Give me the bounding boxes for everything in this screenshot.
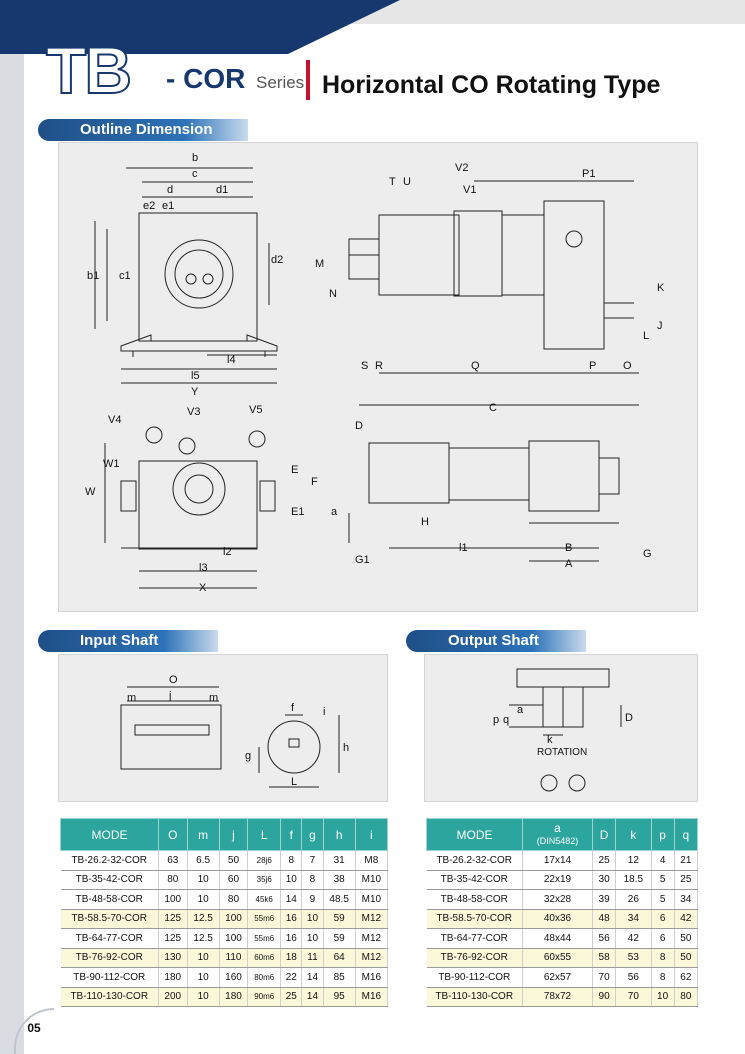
cell-a: 78x72 <box>523 987 593 1007</box>
dim-label-T: T <box>389 176 396 188</box>
dim-label-d1: d1 <box>216 184 229 196</box>
cell-p: 4 <box>651 851 674 871</box>
cell-q: 80 <box>674 987 697 1007</box>
page-title: Horizontal CO Rotating Type <box>322 71 661 99</box>
cell-a: 17x14 <box>523 851 593 871</box>
cell-L: 55m6 <box>248 909 281 929</box>
cell-D: 58 <box>593 948 616 968</box>
output-col-a-label: a <box>554 820 561 835</box>
dim-label-G: G <box>643 548 652 560</box>
cell-O: 125 <box>159 929 188 949</box>
output-shaft-panel <box>424 654 698 802</box>
output-label-q: q <box>503 714 510 726</box>
cell-L: 55m6 <box>248 929 281 949</box>
dim-label-R: R <box>375 360 383 372</box>
input-col-mode: MODE <box>61 819 159 851</box>
table-row <box>427 948 698 968</box>
table-row <box>61 851 388 871</box>
output-col-mode: MODE <box>427 819 523 851</box>
cell-k: 42 <box>616 929 651 949</box>
dim-label-H: H <box>421 516 429 528</box>
input-col-h: h <box>323 819 355 851</box>
input-label-m-right: m <box>209 692 219 704</box>
section-heading-output-shaft: Output Shaft <box>406 630 586 652</box>
input-label-f: f <box>291 702 295 714</box>
series-logo: TB <box>46 33 130 107</box>
table-row <box>427 870 698 890</box>
dim-label-Y: Y <box>191 386 199 398</box>
cell-i: M16 <box>355 987 387 1007</box>
cell-h: 85 <box>323 968 355 988</box>
cell-q: 50 <box>674 929 697 949</box>
dim-label-l1: l1 <box>459 542 468 554</box>
cell-i: M10 <box>355 890 387 910</box>
cell-O: 200 <box>159 987 188 1007</box>
cell-q: 42 <box>674 909 697 929</box>
cell-i: M16 <box>355 968 387 988</box>
series-word: Series <box>256 73 305 92</box>
dim-label-A: A <box>565 558 573 570</box>
dim-label-l3: l3 <box>199 562 208 574</box>
front-view-body <box>139 213 257 341</box>
cell-k: 53 <box>616 948 651 968</box>
cell-q: 25 <box>674 870 697 890</box>
cell-p: 8 <box>651 968 674 988</box>
cell-f: 14 <box>281 890 302 910</box>
input-shaft-drawing <box>59 655 389 803</box>
cell-mode: TB-58.5-70-COR <box>427 909 523 929</box>
cell-p: 6 <box>651 929 674 949</box>
cell-a: 48x44 <box>523 929 593 949</box>
cell-g: 10 <box>302 929 323 949</box>
cell-g: 8 <box>302 870 323 890</box>
input-label-h: h <box>343 742 350 754</box>
dim-label-Q: Q <box>471 360 480 372</box>
cell-mode: TB-76-92-COR <box>427 948 523 968</box>
cell-j: 60 <box>219 870 248 890</box>
input-label-i: i <box>323 706 326 718</box>
cell-D: 70 <box>593 968 616 988</box>
dim-label-J: J <box>657 320 663 332</box>
cell-q: 21 <box>674 851 697 871</box>
input-label-j: j <box>169 690 172 702</box>
cell-p: 6 <box>651 909 674 929</box>
cell-k: 12 <box>616 851 651 871</box>
output-label-a: a <box>517 704 524 716</box>
dim-label-K: K <box>657 282 665 294</box>
cell-f: 16 <box>281 909 302 929</box>
output-shaft-drawing <box>425 655 699 803</box>
cell-mode: TB-64-77-COR <box>61 929 159 949</box>
input-label-m-left: m <box>127 692 137 704</box>
cell-i: M12 <box>355 948 387 968</box>
cell-D: 48 <box>593 909 616 929</box>
dim-label-P1: P1 <box>582 168 596 180</box>
cell-g: 10 <box>302 909 323 929</box>
cell-mode: TB-64-77-COR <box>427 929 523 949</box>
input-shaft-table <box>60 818 388 1007</box>
input-col-f: f <box>281 819 302 851</box>
table-row <box>61 987 388 1007</box>
outline-dimension-drawing <box>59 143 699 613</box>
dim-label-N: N <box>329 288 337 300</box>
cell-m: 10 <box>187 968 219 988</box>
dim-label-X: X <box>199 582 207 594</box>
cell-h: 59 <box>323 909 355 929</box>
cell-mode: TB-48-58-COR <box>427 890 523 910</box>
cell-a: 60x55 <box>523 948 593 968</box>
output-col-k: k <box>616 819 651 851</box>
side-view-output-housing <box>544 201 604 349</box>
cell-m: 10 <box>187 890 219 910</box>
series-code: - COR <box>166 63 246 94</box>
output-col-a-sub: (DIN5482) <box>536 835 579 846</box>
table-row <box>61 929 388 949</box>
cell-f: 8 <box>281 851 302 871</box>
dim-label-l5: l5 <box>191 370 200 382</box>
cell-q: 34 <box>674 890 697 910</box>
output-shaft-flange <box>517 669 609 687</box>
cell-h: 31 <box>323 851 355 871</box>
title-divider <box>306 60 310 100</box>
input-col-j: j <box>219 819 248 851</box>
cell-L: 90m6 <box>248 987 281 1007</box>
page-number: 05 <box>27 1021 41 1035</box>
cell-i: M12 <box>355 909 387 929</box>
dim-label-M: M <box>315 258 325 270</box>
dim-label-W1: W1 <box>103 458 120 470</box>
cell-f: 10 <box>281 870 302 890</box>
cell-mode: TB-90-112-COR <box>427 968 523 988</box>
dim-label-d: d <box>167 184 174 196</box>
input-label-O: O <box>169 674 178 686</box>
output-col-a <box>523 819 593 851</box>
table-row <box>427 851 698 871</box>
cell-mode: TB-48-58-COR <box>61 890 159 910</box>
cell-p: 8 <box>651 948 674 968</box>
cell-j: 80 <box>219 890 248 910</box>
cell-m: 10 <box>187 987 219 1007</box>
cell-mode: TB-110-130-COR <box>427 987 523 1007</box>
cell-D: 30 <box>593 870 616 890</box>
dim-label-l4: l4 <box>227 354 236 366</box>
cell-g: 9 <box>302 890 323 910</box>
dim-label-V1: V1 <box>463 184 477 196</box>
cell-p: 5 <box>651 870 674 890</box>
cell-f: 25 <box>281 987 302 1007</box>
dim-label-E: E <box>291 464 299 476</box>
cell-a: 32x28 <box>523 890 593 910</box>
cell-k: 34 <box>616 909 651 929</box>
cell-j: 50 <box>219 851 248 871</box>
dim-label-U: U <box>403 176 411 188</box>
dim-label-e2: e2 <box>143 200 156 212</box>
cell-i: M10 <box>355 870 387 890</box>
cell-p: 10 <box>651 987 674 1007</box>
cell-h: 59 <box>323 929 355 949</box>
cell-D: 25 <box>593 851 616 871</box>
side-view-input-housing <box>379 215 459 295</box>
cell-p: 5 <box>651 890 674 910</box>
output-table-header-row <box>427 819 698 851</box>
input-col-m: m <box>187 819 219 851</box>
side-strip <box>0 54 24 1054</box>
cell-j: 100 <box>219 909 248 929</box>
cell-O: 100 <box>159 890 188 910</box>
cell-k: 26 <box>616 890 651 910</box>
dim-label-P: P <box>589 360 597 372</box>
cell-L: 45k6 <box>248 890 281 910</box>
cell-f: 16 <box>281 929 302 949</box>
cell-mode: TB-110-130-COR <box>61 987 159 1007</box>
table-row <box>61 968 388 988</box>
cell-j: 160 <box>219 968 248 988</box>
cell-m: 10 <box>187 870 219 890</box>
cell-mode: TB-35-42-COR <box>61 870 159 890</box>
section-heading-input-shaft: Input Shaft <box>38 630 218 652</box>
cell-j: 100 <box>219 929 248 949</box>
input-table-header-row <box>61 819 388 851</box>
output-label-D: D <box>625 712 633 724</box>
table-row <box>427 909 698 929</box>
cell-L: 60m6 <box>248 948 281 968</box>
dim-label-D: D <box>355 420 363 432</box>
cell-a: 62x57 <box>523 968 593 988</box>
cell-L: 80m6 <box>248 968 281 988</box>
cell-mode: TB-26.2-32-COR <box>427 851 523 871</box>
dim-label-C: C <box>489 402 497 414</box>
table-row <box>427 968 698 988</box>
cell-a: 40x36 <box>523 909 593 929</box>
dim-label-b: b <box>192 152 199 164</box>
cell-O: 80 <box>159 870 188 890</box>
cell-g: 7 <box>302 851 323 871</box>
table-row <box>61 948 388 968</box>
cell-D: 39 <box>593 890 616 910</box>
cell-j: 180 <box>219 987 248 1007</box>
cell-D: 56 <box>593 929 616 949</box>
cell-mode: TB-26.2-32-COR <box>61 851 159 871</box>
input-col-L: L <box>248 819 281 851</box>
cell-h: 38 <box>323 870 355 890</box>
cell-O: 180 <box>159 968 188 988</box>
cell-q: 50 <box>674 948 697 968</box>
table-row <box>427 987 698 1007</box>
cell-a: 22x19 <box>523 870 593 890</box>
output-col-p: p <box>651 819 674 851</box>
dim-label-S: S <box>361 360 369 372</box>
cell-mode: TB-35-42-COR <box>427 870 523 890</box>
table-row <box>427 890 698 910</box>
dim-label-L: L <box>643 330 650 342</box>
output-label-k: k <box>547 734 553 746</box>
input-shaft-panel <box>58 654 388 802</box>
cell-L: 35j6 <box>248 870 281 890</box>
dim-label-E1: E1 <box>291 506 305 518</box>
cell-O: 130 <box>159 948 188 968</box>
dim-label-B: B <box>565 542 573 554</box>
section-heading-outline: Outline Dimension <box>38 119 248 141</box>
cell-m: 12.5 <box>187 929 219 949</box>
cell-f: 22 <box>281 968 302 988</box>
input-col-O: O <box>159 819 188 851</box>
table-row <box>61 890 388 910</box>
outline-drawing-panel <box>58 142 698 612</box>
input-label-g: g <box>245 750 252 762</box>
dim-label-V2: V2 <box>455 162 469 174</box>
cell-q: 62 <box>674 968 697 988</box>
cell-k: 56 <box>616 968 651 988</box>
cell-k: 18.5 <box>616 870 651 890</box>
output-label-rotation: ROTATION <box>537 747 588 758</box>
cell-h: 64 <box>323 948 355 968</box>
output-label-p: p <box>493 714 500 726</box>
cell-O: 125 <box>159 909 188 929</box>
cell-O: 63 <box>159 851 188 871</box>
table-row <box>61 870 388 890</box>
bottom-front-view-body <box>139 461 257 549</box>
cell-m: 12.5 <box>187 909 219 929</box>
cell-i: M12 <box>355 929 387 949</box>
title-row <box>36 33 726 107</box>
cell-j: 110 <box>219 948 248 968</box>
dim-label-d2: d2 <box>271 254 284 266</box>
input-shaft-body <box>121 705 221 769</box>
cell-h: 95 <box>323 987 355 1007</box>
table-row <box>427 929 698 949</box>
dim-label-W: W <box>85 486 96 498</box>
table-row <box>61 909 388 929</box>
cell-g: 11 <box>302 948 323 968</box>
cell-m: 10 <box>187 948 219 968</box>
dim-label-O: O <box>623 360 632 372</box>
dim-label-V3: V3 <box>187 406 201 418</box>
dim-label-a: a <box>331 506 338 518</box>
dim-label-b1: b1 <box>87 270 100 282</box>
dim-label-c: c <box>192 168 198 180</box>
cell-L: 28j6 <box>248 851 281 871</box>
dim-label-V4: V4 <box>108 414 122 426</box>
cell-i: M8 <box>355 851 387 871</box>
dim-label-c1: c1 <box>119 270 131 282</box>
input-col-i: i <box>355 819 387 851</box>
cell-mode: TB-90-112-COR <box>61 968 159 988</box>
dim-label-V5: V5 <box>249 404 263 416</box>
cell-k: 70 <box>616 987 651 1007</box>
cell-mode: TB-58.5-70-COR <box>61 909 159 929</box>
cell-h: 48.5 <box>323 890 355 910</box>
output-shaft-table <box>426 818 698 1007</box>
dim-label-F: F <box>311 476 318 488</box>
dim-label-G1: G1 <box>355 554 370 566</box>
cell-g: 14 <box>302 987 323 1007</box>
output-col-q: q <box>674 819 697 851</box>
input-label-L: L <box>291 776 298 788</box>
cell-mode: TB-76-92-COR <box>61 948 159 968</box>
dim-label-l2: l2 <box>223 546 232 558</box>
input-col-g: g <box>302 819 323 851</box>
dim-label-e1: e1 <box>162 200 175 212</box>
cell-g: 14 <box>302 968 323 988</box>
cell-f: 18 <box>281 948 302 968</box>
cell-m: 6.5 <box>187 851 219 871</box>
cell-D: 90 <box>593 987 616 1007</box>
output-col-D: D <box>593 819 616 851</box>
